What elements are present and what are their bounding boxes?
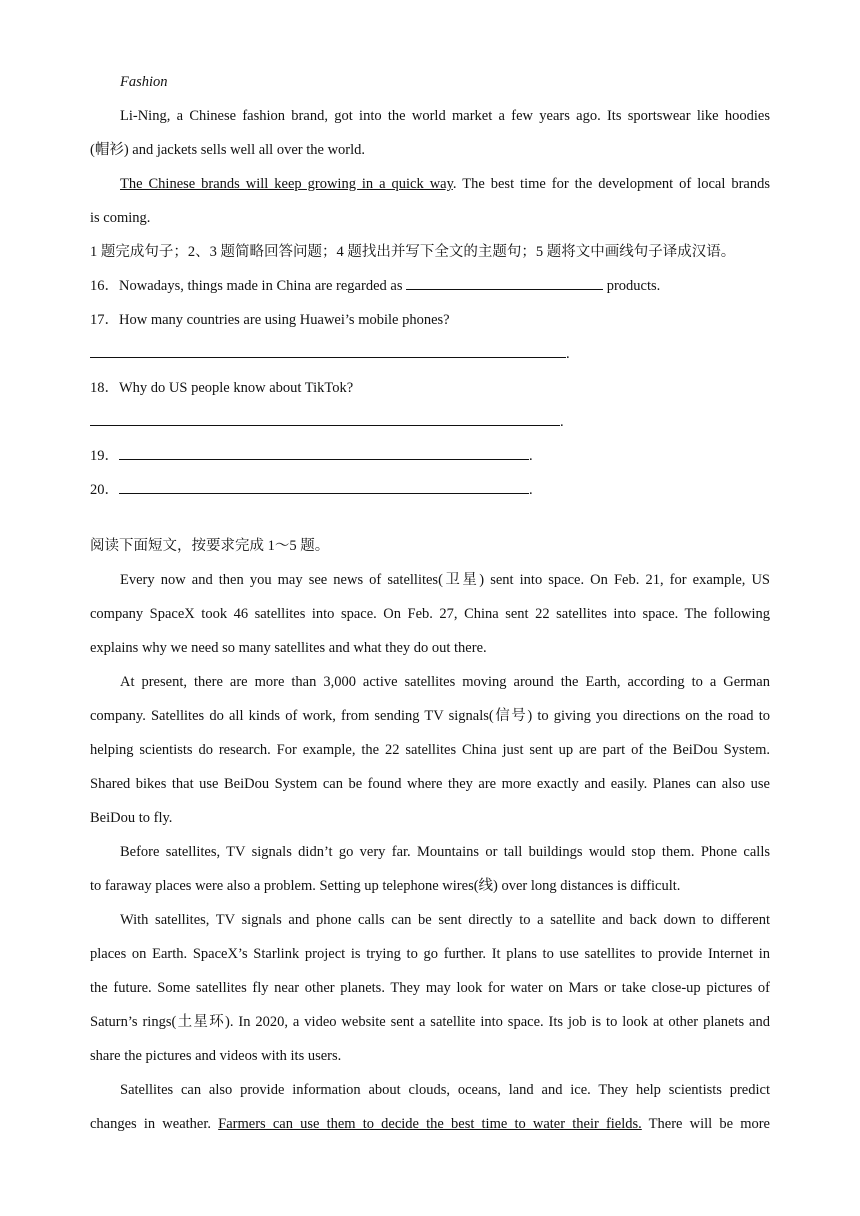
fashion-paragraph-line xyxy=(90,172,770,206)
passage-line: Every now and then you may see news of satellites(卫星) sent into space. On Feb. 21, for example, US xyxy=(120,572,770,588)
underlined-sentence: The Chinese brands will keep growing in a quick way xyxy=(120,176,453,192)
question-number: 20． xyxy=(90,482,119,498)
passage-line: BeiDou to fly. xyxy=(90,810,173,826)
question-text: How many countries are using Huawei’s mobile phones? xyxy=(119,312,450,328)
fashion-paragraph-line: is coming. xyxy=(90,210,151,226)
answer-blank[interactable] xyxy=(90,411,560,426)
passage-line: places on Earth. SpaceX’s Starlink project is trying to go further. It plans to use satellites to provide Internet in xyxy=(90,946,770,962)
passage-line: Satellites can also provide information about clouds, oceans, land and ice. They help scientists predict xyxy=(120,1082,770,1098)
passage-line: to faraway places were also a problem. Setting up telephone wires(线) over long distances is difficult. xyxy=(90,878,681,894)
instructions: 1 题完成句子；2、3 题简略回答问题；4 题找出并写下全文的主题句；5 题将文中画线句子译成汉语。 xyxy=(90,244,736,260)
passage-line: Before satellites, TV signals didn’t go very far. Mountains or tall buildings would stop them. Phone calls xyxy=(120,844,770,860)
fashion-paragraph-line: Li-Ning, a Chinese fashion brand, got into the world market a few years ago. Its sportswear like hoodies xyxy=(120,108,770,124)
passage-text: changes in weather. xyxy=(90,1116,219,1132)
question-number: 19． xyxy=(90,448,119,464)
answer-end: . xyxy=(529,448,533,464)
passage-line: the future. Some satellites fly near other planets. They may look for water on Mars or take close-up pictures of xyxy=(90,980,770,996)
answer-end: . xyxy=(566,346,570,362)
answer-line-18 xyxy=(90,410,770,444)
document-page xyxy=(90,70,770,1146)
section-gap xyxy=(90,512,770,534)
question-text: Nowadays, things made in China are regarded as xyxy=(119,278,407,294)
passage-line: share the pictures and videos with its users. xyxy=(90,1048,342,1064)
passage-line xyxy=(90,1112,770,1146)
fashion-paragraph-line: (帽衫) and jackets sells well all over the world. xyxy=(90,142,366,158)
fashion-text: . The best time for the development of local brands xyxy=(452,176,770,192)
answer-end: . xyxy=(529,482,533,498)
passage-line: At present, there are more than 3,000 active satellites moving around the Earth, according to a German xyxy=(120,674,770,690)
question-16 xyxy=(90,274,770,308)
passage-intro: 阅读下面短文，按要求完成 1～5 题。 xyxy=(90,538,330,554)
passage-line: Shared bikes that use BeiDou System can be found where they are more exactly and easily. Planes can also use xyxy=(90,776,770,792)
question-text: Why do US people know about TikTok? xyxy=(119,380,354,396)
question-19 xyxy=(90,444,770,478)
question-number: 17． xyxy=(90,312,119,328)
question-number: 16． xyxy=(90,278,119,294)
question-text: products. xyxy=(603,278,661,294)
passage-line: company SpaceX took 46 satellites into space. On Feb. 27, China sent 22 satellites into space. The following xyxy=(90,606,770,622)
question-20 xyxy=(90,478,770,512)
answer-blank[interactable] xyxy=(90,343,566,358)
passage-line: Saturn’s rings(土星环). In 2020, a video website sent a satellite into space. Its job is to look at other planets and xyxy=(90,1014,770,1030)
question-18 xyxy=(90,376,770,410)
answer-blank[interactable] xyxy=(406,275,603,290)
answer-blank[interactable] xyxy=(119,445,529,460)
question-17 xyxy=(90,308,770,342)
passage-line: explains why we need so many satellites and what they do out there. xyxy=(90,640,487,656)
answer-blank[interactable] xyxy=(119,479,529,494)
passage-text: There will be more xyxy=(641,1116,770,1132)
answer-end: . xyxy=(560,414,564,430)
answer-line-17 xyxy=(90,342,770,376)
passage-line: helping scientists do research. For example, the 22 satellites China just sent up are part of the BeiDou System. xyxy=(90,742,770,758)
underlined-sentence: Farmers can use them to decide the best time to water their fields. xyxy=(218,1116,642,1132)
passage-line: company. Satellites do all kinds of work, from sending TV signals(信号) to giving you directions on the road to xyxy=(90,708,770,724)
question-number: 18． xyxy=(90,380,119,396)
passage-line: With satellites, TV signals and phone calls can be sent directly to a satellite and back down to different xyxy=(120,912,770,928)
fashion-heading: Fashion xyxy=(120,74,168,90)
